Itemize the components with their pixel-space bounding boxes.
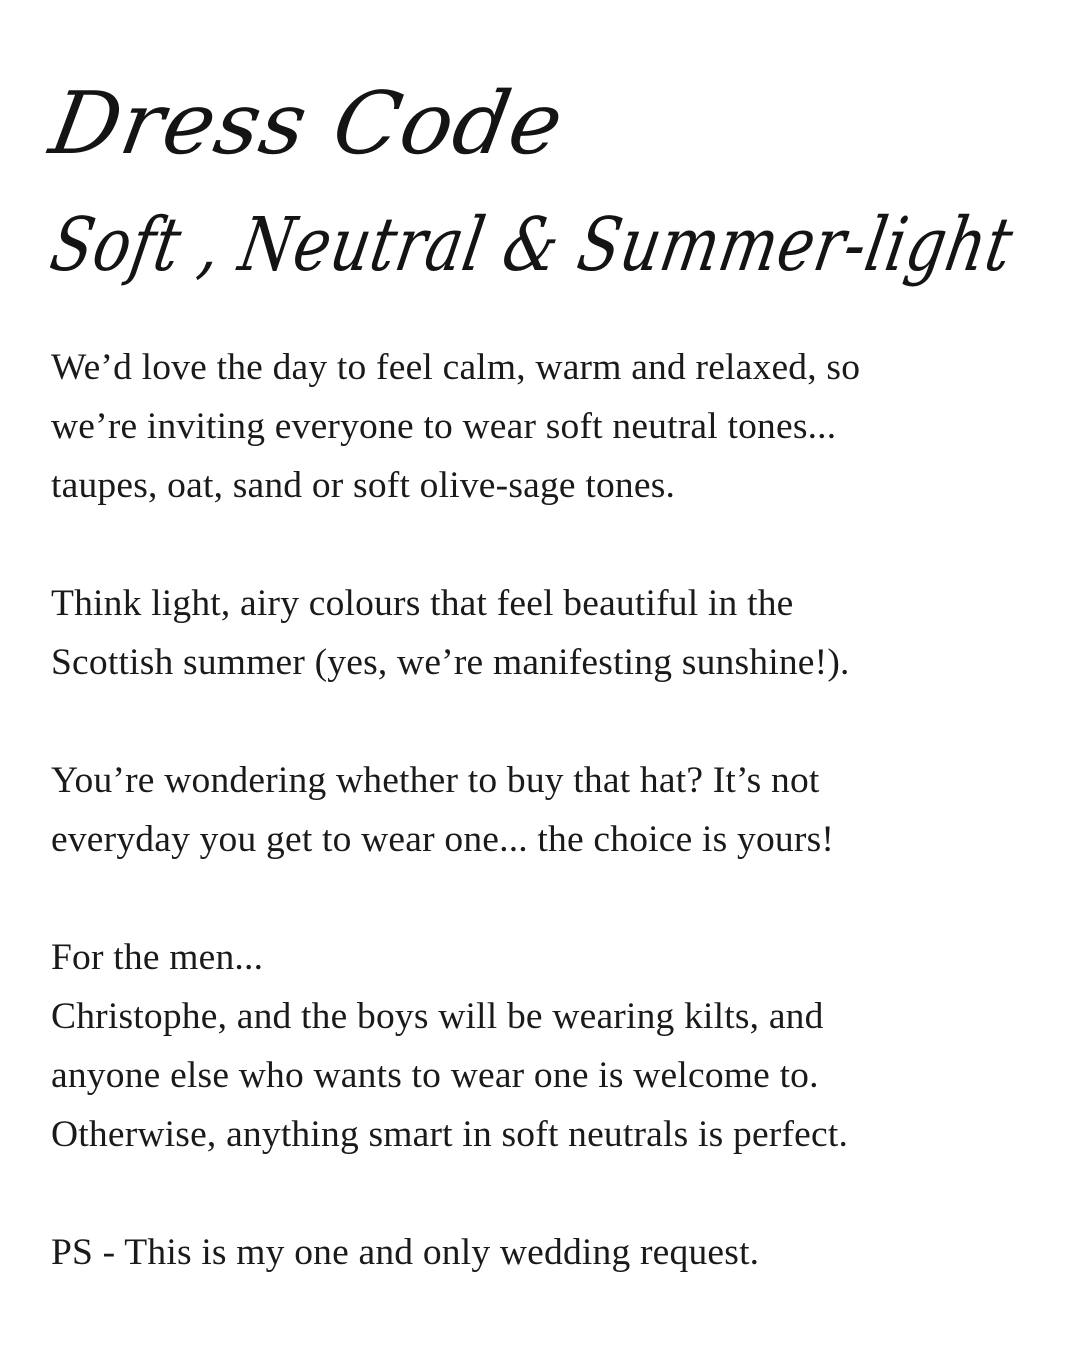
body-text	[51, 338, 1051, 1282]
paragraph-spacer	[51, 869, 1051, 928]
paragraph-spacer	[51, 692, 1051, 751]
text-line: Otherwise, anything smart in soft neutrals is perfect.	[51, 1114, 849, 1155]
paragraph-ps	[51, 1223, 1051, 1282]
text-line: You’re wondering whether to buy that hat? It’s not	[51, 760, 820, 801]
text-line: Scottish summer (yes, we’re manifesting sunshine!).	[51, 642, 850, 683]
paragraph-hat	[51, 751, 1051, 869]
text-line: Think light, airy colours that feel beautiful in the	[51, 583, 794, 624]
text-line: Christophe, and the boys will be wearing kilts, and	[51, 996, 824, 1037]
page-title: Dress Code	[43, 74, 571, 174]
page-subtitle: Soft , Neutral & Summer-light	[44, 202, 1020, 288]
text-line: we’re inviting everyone to wear soft neutral tones...	[51, 406, 837, 447]
paragraph-summer-colours	[51, 574, 1051, 692]
text-line: PS - This is my one and only wedding request.	[51, 1232, 760, 1273]
paragraph-spacer	[51, 1164, 1051, 1223]
paragraph-colour-guidance	[51, 338, 1051, 515]
text-line: everyday you get to wear one... the choice is yours!	[51, 819, 835, 860]
text-line: We’d love the day to feel calm, warm and relaxed, so	[51, 347, 861, 388]
text-line: For the men...	[51, 937, 264, 978]
paragraph-spacer	[51, 515, 1051, 574]
text-line: taupes, oat, sand or soft olive-sage tones.	[51, 465, 676, 506]
paragraph-men	[51, 928, 1051, 1164]
text-line: anyone else who wants to wear one is welcome to.	[51, 1055, 819, 1096]
